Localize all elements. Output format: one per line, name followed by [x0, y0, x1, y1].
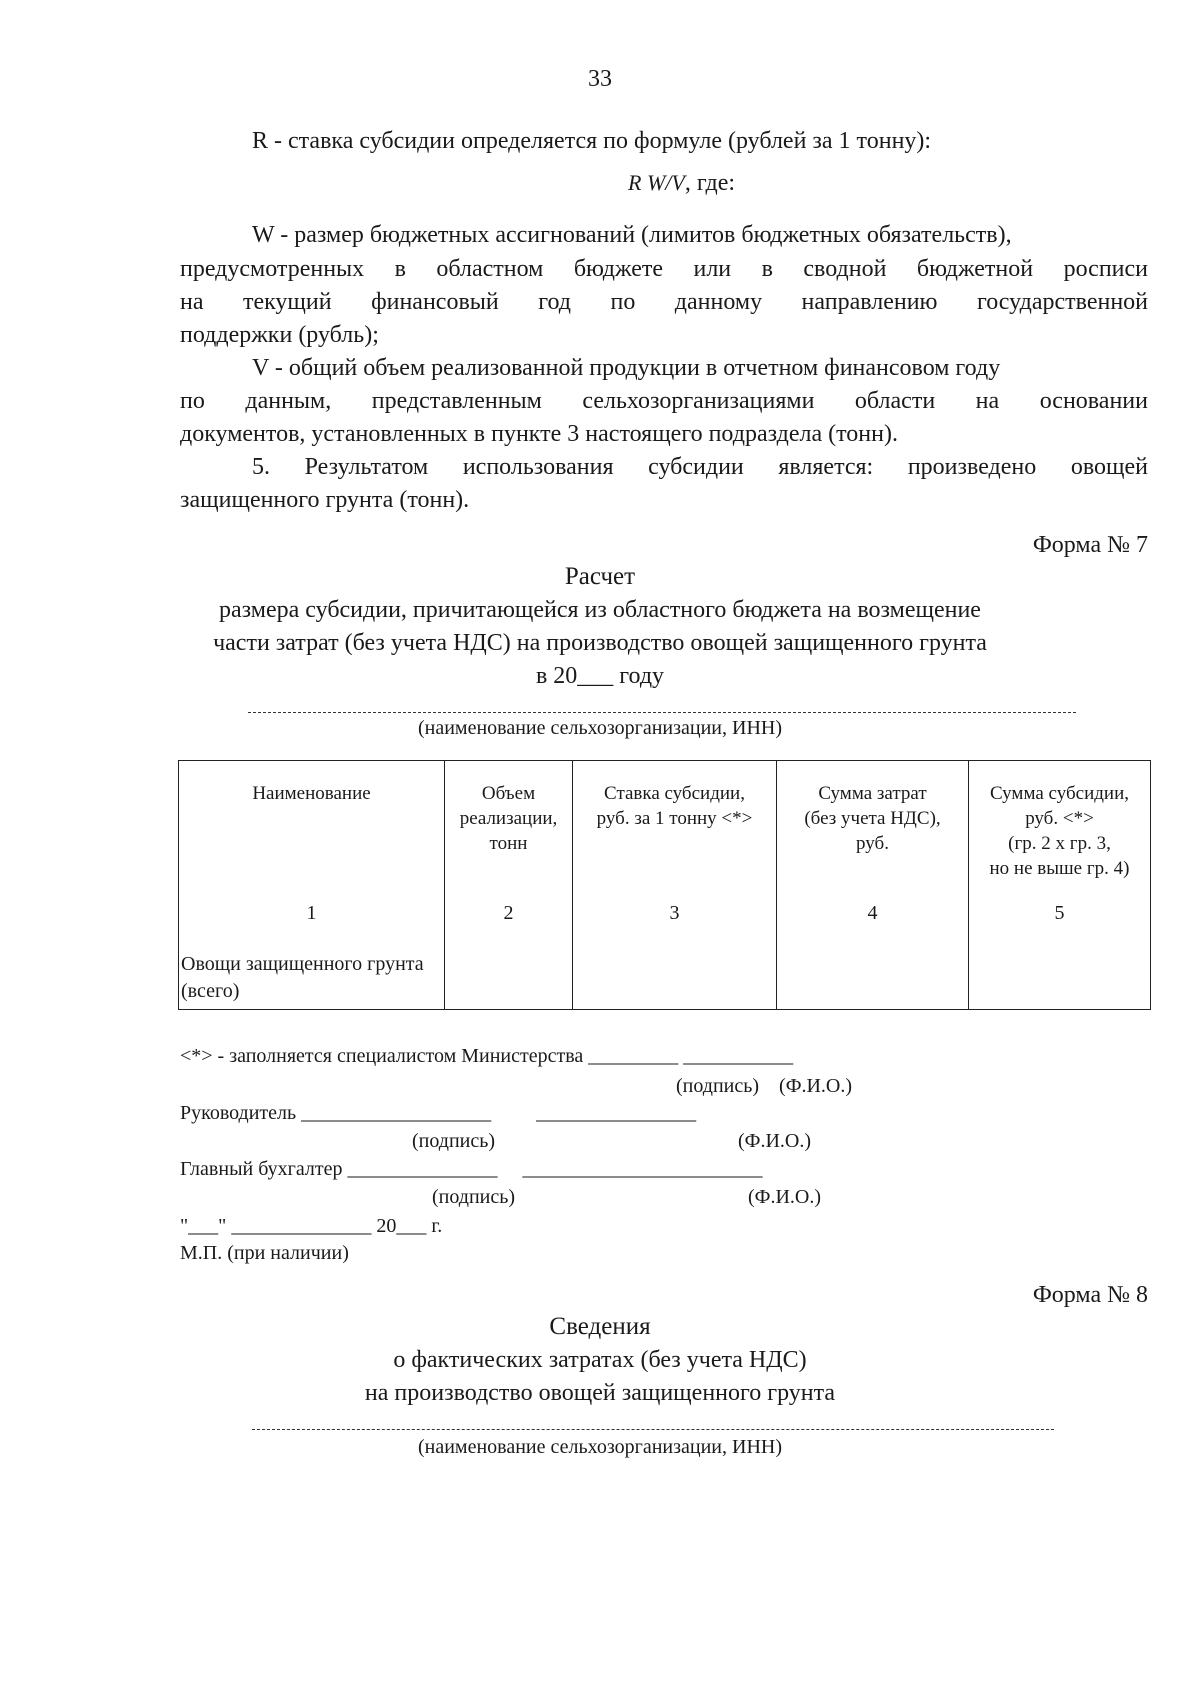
form8-subtitle-line: на производство овощей защищенного грунта: [364, 1380, 836, 1406]
form7-title: Расчет: [564, 563, 636, 590]
director-line: Руководитель ___________________ ________________: [180, 1102, 697, 1124]
org-name-line: [252, 1429, 1054, 1430]
ministry-note-captions: (подпись) (Ф.И.О.): [676, 1075, 853, 1097]
formula: [628, 170, 735, 197]
paragraph-5-line: 5. Результатом использования субсидии является: произведено овощей: [252, 454, 1148, 480]
date-line: "___" ______________ 20___ г.: [180, 1215, 443, 1237]
form7-subtitle-line: части затрат (без учета НДС) на производство овощей защищенного грунта: [213, 630, 987, 656]
paragraph-w-line: на текущий финансовый год по данному направлению государственной: [180, 289, 1148, 315]
formula-expression: R W/V: [628, 170, 685, 195]
column-number: 1: [179, 901, 445, 951]
form7-label: Форма № 7: [1032, 532, 1148, 558]
column-number: 3: [573, 901, 777, 951]
form8-title: Сведения: [549, 1313, 651, 1340]
table-number-row: [179, 901, 1151, 951]
form7-org-caption: (наименование сельхозорганизации, ИНН): [417, 717, 782, 739]
accountant-signature-caption: (подпись): [432, 1186, 516, 1208]
paragraph-v-line: по данным, представленным сельхозорганизациями области на основании: [180, 388, 1148, 414]
row-costs-cell: [777, 951, 969, 1010]
paragraph-w-line: W - размер бюджетных ассигнований (лимитов бюджетных обязательств),: [252, 222, 1012, 248]
paragraph-w-line: поддержки (рубль);: [180, 322, 379, 348]
form7-subtitle-line: размера субсидии, причитающейся из областного бюджета на возмещение: [219, 597, 981, 623]
paragraph-v-line: V - общий объем реализованной продукции в отчетном финансовом году: [252, 355, 1001, 381]
stamp-place: М.П. (при наличии): [180, 1242, 349, 1264]
row-rate-cell: [573, 951, 777, 1010]
header-rate: Ставка субсидии, руб. за 1 тонну <*>: [573, 761, 777, 902]
ministry-note: <*> - заполняется специалистом Министерства _________ ___________: [180, 1045, 794, 1067]
formula-suffix: , где:: [684, 170, 736, 196]
page-number: 33: [588, 66, 612, 92]
accountant-line: Главный бухгалтер _______________ ________________________: [180, 1158, 763, 1180]
paragraph-v-line: документов, установленных в пункте 3 настоящего подраздела (тонн).: [180, 421, 898, 447]
header-volume: Объем реализации, тонн: [445, 761, 573, 902]
column-number: 2: [445, 901, 573, 951]
org-name-line: [248, 712, 1076, 713]
paragraph-5-line: защищенного грунта (тонн).: [180, 487, 470, 513]
header-subsidy: Сумма субсидии, руб. <*> (гр. 2 х гр. 3, но не выше гр. 4): [969, 761, 1151, 902]
form8-label: Форма № 8: [1032, 1282, 1148, 1308]
form8-subtitle-line: о фактических затратах (без учета НДС): [393, 1347, 807, 1373]
director-signature-caption: (подпись): [412, 1130, 496, 1152]
accountant-name-caption: (Ф.И.О.): [748, 1186, 822, 1208]
column-number: 4: [777, 901, 969, 951]
table-header-row: [179, 761, 1151, 902]
paragraph-w-line: предусмотренных в областном бюджете или в сводной бюджетной росписи: [180, 256, 1148, 282]
form8-org-caption: (наименование сельхозорганизации, ИНН): [417, 1436, 782, 1458]
header-costs: Сумма затрат (без учета НДС), руб.: [777, 761, 969, 902]
paragraph-r: R - ставка субсидии определяется по формуле (рублей за 1 тонну):: [252, 128, 932, 154]
header-name: Наименование: [179, 761, 445, 902]
column-number: 5: [969, 901, 1151, 951]
form7-table: [178, 760, 1151, 1010]
row-volume-cell: [445, 951, 573, 1010]
director-name-caption: (Ф.И.О.): [738, 1130, 812, 1152]
row-subsidy-cell: [969, 951, 1151, 1010]
form7-subtitle-line: в 20___ году: [535, 663, 665, 689]
table-row: [179, 951, 1151, 1010]
row-name-cell: Овощи защищенного грунта (всего): [179, 951, 445, 1010]
